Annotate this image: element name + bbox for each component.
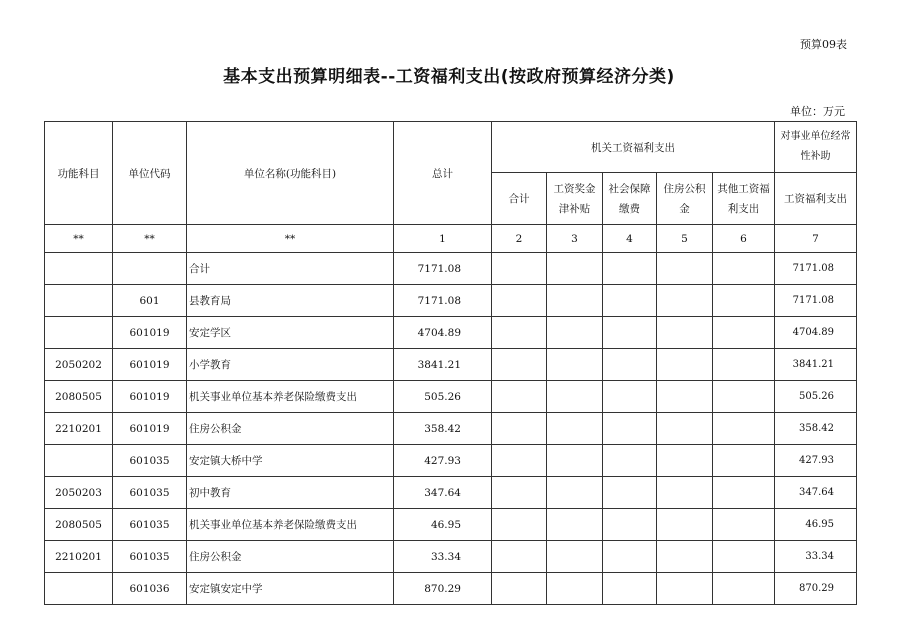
col-header-social-security-label: 社会保障缴费 [608,182,651,215]
col-header-other-wage [713,173,775,225]
cell-social-security [603,573,657,605]
cell-unit-code: 601035 [113,509,187,541]
table-row [45,253,857,285]
cell-func-subject: 2210201 [45,413,113,445]
col-group-subsidy-label: 对事业单位经常性补助 [780,131,851,162]
col-header-social-security [603,173,657,225]
cell-sub-total [492,349,547,381]
cell-total: 33.34 [394,541,492,573]
cell-func-subject [45,317,113,349]
cell-sub-total [492,413,547,445]
cell-wage-bonus [547,381,603,413]
cell-housing-fund [657,349,713,381]
cell-wage-bonus [547,413,603,445]
cell-housing-fund [657,509,713,541]
cell-unit-code: 601019 [113,317,187,349]
cell-unit-name: 小学教育 [187,349,394,381]
budget-table [44,121,857,605]
cell-social-security [603,509,657,541]
cell-unit-code: 601 [113,285,187,317]
cell-total: 46.95 [394,509,492,541]
cell-other-wage [713,349,775,381]
cell-wage-bonus [547,349,603,381]
cell-unit-name: 住房公积金 [187,541,394,573]
cell-social-security [603,253,657,285]
cell-subsidy-wage: 4704.89 [775,317,857,349]
cell-wage-bonus [547,541,603,573]
table-row [45,477,857,509]
cell-wage-bonus [547,317,603,349]
table-row [45,285,857,317]
cell-social-security [603,445,657,477]
col-header-wage-bonus-label: 工资奖金津补贴 [553,182,596,215]
index-cell: 6 [713,225,775,253]
cell-wage-bonus [547,509,603,541]
cell-func-subject: 2080505 [45,509,113,541]
index-cell: 2 [492,225,547,253]
cell-social-security [603,381,657,413]
table-row [45,381,857,413]
cell-sub-total [492,573,547,605]
cell-unit-name: 安定学区 [187,317,394,349]
cell-wage-bonus [547,445,603,477]
cell-wage-bonus [547,253,603,285]
cell-social-security [603,413,657,445]
cell-housing-fund [657,477,713,509]
cell-other-wage [713,285,775,317]
form-number: 预算09表 [800,38,847,51]
cell-social-security [603,317,657,349]
cell-subsidy-wage: 7171.08 [775,285,857,317]
cell-total: 358.42 [394,413,492,445]
col-header-sub-total: 合计 [492,173,547,225]
cell-subsidy-wage: 505.26 [775,381,857,413]
cell-unit-code: 601035 [113,541,187,573]
index-cell: 3 [547,225,603,253]
header-row-1 [45,122,857,173]
cell-func-subject: 2050202 [45,349,113,381]
cell-subsidy-wage: 347.64 [775,477,857,509]
cell-total: 870.29 [394,573,492,605]
cell-housing-fund [657,253,713,285]
cell-housing-fund [657,445,713,477]
col-header-unit-name: 单位名称(功能科目) [187,122,394,225]
cell-housing-fund [657,381,713,413]
cell-total: 427.93 [394,445,492,477]
cell-housing-fund [657,573,713,605]
cell-other-wage [713,253,775,285]
cell-total: 3841.21 [394,349,492,381]
index-cell: ** [113,225,187,253]
cell-subsidy-wage: 358.42 [775,413,857,445]
cell-wage-bonus [547,477,603,509]
cell-housing-fund [657,285,713,317]
cell-unit-code: 601019 [113,413,187,445]
index-row [45,225,857,253]
index-cell: ** [45,225,113,253]
cell-func-subject: 2210201 [45,541,113,573]
col-header-total: 总计 [394,122,492,225]
cell-total: 505.26 [394,381,492,413]
cell-sub-total [492,253,547,285]
cell-other-wage [713,413,775,445]
cell-func-subject: 2080505 [45,381,113,413]
table-row [45,445,857,477]
cell-other-wage [713,445,775,477]
cell-unit-code: 601036 [113,573,187,605]
cell-subsidy-wage: 46.95 [775,509,857,541]
cell-sub-total [492,541,547,573]
cell-social-security [603,285,657,317]
cell-unit-name: 机关事业单位基本养老保险缴费支出 [187,381,394,413]
index-cell: 4 [603,225,657,253]
cell-social-security [603,541,657,573]
table-row [45,413,857,445]
cell-social-security [603,349,657,381]
cell-wage-bonus [547,573,603,605]
cell-unit-code: 601019 [113,381,187,413]
col-header-housing-fund-label: 住房公积金 [663,182,706,215]
col-group-subsidy [775,122,857,173]
cell-other-wage [713,477,775,509]
unit-label: 单位：万元 [790,105,845,118]
cell-sub-total [492,509,547,541]
table-row [45,573,857,605]
cell-unit-name: 住房公积金 [187,413,394,445]
table-row [45,349,857,381]
cell-subsidy-wage: 870.29 [775,573,857,605]
index-cell: ** [187,225,394,253]
col-header-other-wage-label: 其他工资福利支出 [717,182,770,215]
index-cell: 7 [775,225,857,253]
index-cell: 5 [657,225,713,253]
cell-other-wage [713,573,775,605]
cell-sub-total [492,285,547,317]
cell-wage-bonus [547,285,603,317]
cell-other-wage [713,509,775,541]
cell-housing-fund [657,541,713,573]
col-header-housing-fund [657,173,713,225]
cell-housing-fund [657,413,713,445]
table-row [45,317,857,349]
cell-unit-code: 601035 [113,445,187,477]
cell-unit-name: 安定镇安定中学 [187,573,394,605]
cell-other-wage [713,541,775,573]
col-group-org-wage: 机关工资福利支出 [492,122,775,173]
cell-subsidy-wage: 427.93 [775,445,857,477]
cell-func-subject [45,285,113,317]
cell-func-subject [45,573,113,605]
cell-func-subject: 2050203 [45,477,113,509]
col-header-func-subject: 功能科目 [45,122,113,225]
cell-func-subject [45,445,113,477]
cell-sub-total [492,477,547,509]
cell-subsidy-wage: 7171.08 [775,253,857,285]
cell-total: 347.64 [394,477,492,509]
cell-sub-total [492,445,547,477]
col-header-subsidy-wage: 工资福利支出 [775,173,857,225]
cell-unit-code [113,253,187,285]
cell-social-security [603,477,657,509]
cell-unit-code: 601035 [113,477,187,509]
col-header-unit-code: 单位代码 [113,122,187,225]
cell-total: 4704.89 [394,317,492,349]
cell-func-subject [45,253,113,285]
cell-subsidy-wage: 3841.21 [775,349,857,381]
cell-sub-total [492,381,547,413]
cell-sub-total [492,317,547,349]
index-cell: 1 [394,225,492,253]
cell-total: 7171.08 [394,253,492,285]
cell-unit-code: 601019 [113,349,187,381]
cell-unit-name: 县教育局 [187,285,394,317]
cell-other-wage [713,381,775,413]
table-row [45,541,857,573]
col-header-wage-bonus [547,173,603,225]
cell-unit-name: 初中教育 [187,477,394,509]
cell-other-wage [713,317,775,349]
cell-total: 7171.08 [394,285,492,317]
cell-unit-name: 安定镇大桥中学 [187,445,394,477]
table-row [45,509,857,541]
cell-housing-fund [657,317,713,349]
cell-subsidy-wage: 33.34 [775,541,857,573]
page-title: 基本支出预算明细表--工资福利支出(按政府预算经济分类) [223,67,675,87]
cell-unit-name: 机关事业单位基本养老保险缴费支出 [187,509,394,541]
cell-unit-name: 合计 [187,253,394,285]
